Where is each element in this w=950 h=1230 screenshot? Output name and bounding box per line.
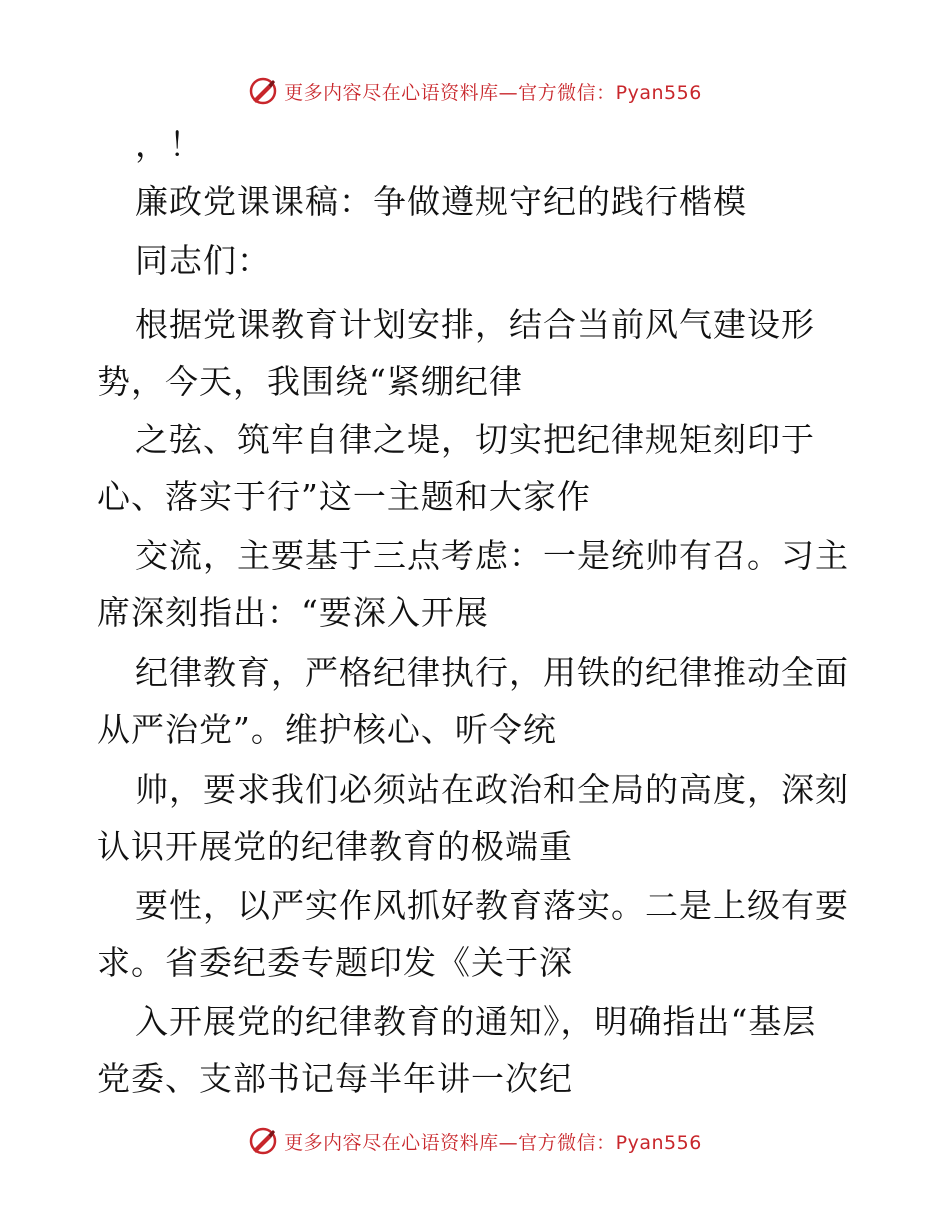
text-line: 要性，以严实作风抓好教育落实。二是上级有要	[135, 886, 849, 925]
pen-logo-icon	[248, 1126, 278, 1156]
text-line: 交流，主要基于三点考虑：一是统帅有召。习主	[135, 536, 849, 575]
text-line: 从严治党”。维护核心、听令统	[97, 710, 557, 749]
text-line: 势，今天，我围绕“紧绷纪律	[97, 362, 523, 401]
salutation: 同志们：	[135, 241, 271, 280]
watermark-footer	[0, 1121, 950, 1161]
watermark-header	[0, 71, 950, 111]
pen-logo-icon	[248, 76, 278, 106]
text-line: 入开展党的纪律教育的通知》，明确指出“基层	[135, 1002, 817, 1041]
text-line: 求。省委纪委专题印发《关于深	[97, 943, 573, 982]
text-line: ，！	[135, 125, 203, 164]
watermark-text: 更多内容尽在心语资料库—官方微信：Pyan556	[284, 1131, 702, 1154]
watermark-text: 更多内容尽在心语资料库—官方微信：Pyan556	[284, 81, 702, 104]
text-line: 党委、支部书记每半年讲一次纪	[97, 1059, 573, 1098]
text-line: 席深刻指出：“要深入开展	[97, 593, 489, 632]
text-line: 帅，要求我们必须站在政治和全局的高度，深刻	[135, 770, 849, 809]
text-line: 心、落实于行”这一主题和大家作	[97, 477, 591, 516]
text-line: 根据党课教育计划安排，结合当前风气建设形	[135, 305, 815, 344]
text-line: 之弦、筑牢自律之堤，切实把纪律规矩刻印于	[135, 420, 815, 459]
document-title: 廉政党课课稿：争做遵规守纪的践行楷模	[135, 182, 747, 221]
text-line: 纪律教育，严格纪律执行，用铁的纪律推动全面	[135, 653, 849, 692]
text-line: 认识开展党的纪律教育的极端重	[97, 827, 573, 866]
